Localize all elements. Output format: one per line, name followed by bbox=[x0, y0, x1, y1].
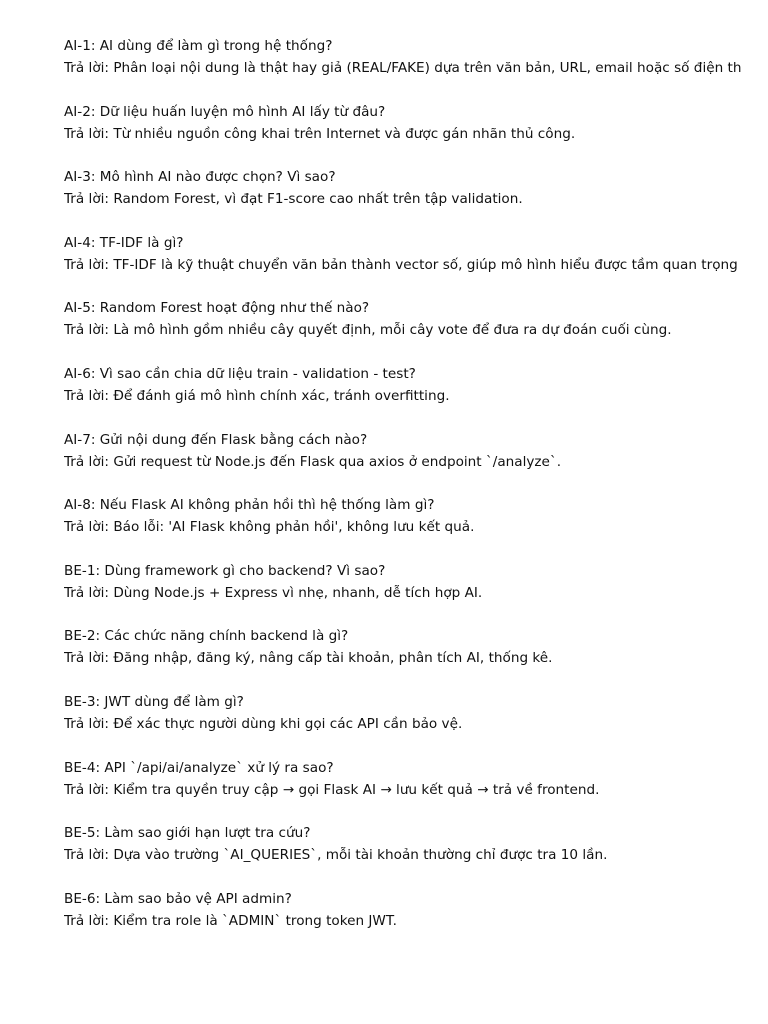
qa-item-ai-3 bbox=[64, 166, 768, 232]
qa-item-be-5 bbox=[64, 822, 768, 888]
qa-item-be-2 bbox=[64, 625, 768, 691]
question-text: AI-5: Random Forest hoạt động như thế nào? bbox=[64, 300, 370, 317]
answer-text: Trả lời: Đăng nhập, đăng ký, nâng cấp tài khoản, phân tích AI, thống kê. bbox=[64, 650, 553, 667]
answer-text: Trả lời: Gửi request từ Node.js đến Flask qua axios ở endpoint `/analyze`. bbox=[64, 453, 562, 470]
answer-text: Trả lời: Kiểm tra quyền truy cập → gọi Flask AI → lưu kết quả → trả về frontend. bbox=[64, 781, 600, 798]
question-text: AI-2: Dữ liệu huấn luyện mô hình AI lấy từ đâu? bbox=[64, 103, 386, 120]
qa-item-ai-6 bbox=[64, 363, 768, 429]
question-text: BE-6: Làm sao bảo vệ API admin? bbox=[64, 890, 292, 907]
answer-text: Trả lời: Random Forest, vì đạt F1-score cao nhất trên tập validation. bbox=[64, 191, 523, 208]
question-text: BE-5: Làm sao giới hạn lượt tra cứu? bbox=[64, 825, 311, 842]
qa-item-ai-4 bbox=[64, 232, 768, 298]
answer-text: Trả lời: Dùng Node.js + Express vì nhẹ, nhanh, dễ tích hợp AI. bbox=[64, 584, 483, 601]
question-text: AI-1: AI dùng để làm gì trong hệ thống? bbox=[64, 38, 333, 54]
answer-text: Trả lời: Để đánh giá mô hình chính xác, tránh overfitting. bbox=[64, 387, 450, 404]
question-text: AI-4: TF-IDF là gì? bbox=[64, 234, 184, 251]
qa-item-be-3 bbox=[64, 691, 768, 757]
qa-list bbox=[64, 35, 768, 953]
question-text: BE-4: API `/api/ai/analyze` xử lý ra sao? bbox=[64, 759, 334, 776]
question-text: AI-3: Mô hình AI nào được chọn? Vì sao? bbox=[64, 169, 336, 186]
question-text: AI-7: Gửi nội dung đến Flask bằng cách nào? bbox=[64, 431, 368, 448]
answer-text: Trả lời: Để xác thực người dùng khi gọi các API cần bảo vệ. bbox=[64, 715, 463, 732]
question-text: BE-2: Các chức năng chính backend là gì? bbox=[64, 628, 349, 645]
answer-text: Trả lời: Dựa vào trường `AI_QUERIES`, mỗi tài khoản thường chỉ được tra 10 lần. bbox=[64, 847, 608, 864]
answer-text: Trả lời: Từ nhiều nguồn công khai trên Internet và được gán nhãn thủ công. bbox=[64, 125, 576, 142]
question-text: AI-6: Vì sao cần chia dữ liệu train - validation - test? bbox=[64, 365, 416, 382]
qa-item-ai-1 bbox=[64, 35, 768, 101]
qa-item-be-6 bbox=[64, 888, 768, 954]
qa-item-be-1 bbox=[64, 560, 768, 626]
answer-text: Trả lời: TF-IDF là kỹ thuật chuyển văn bản thành vector số, giúp mô hình hiểu được tầm quan trọng bbox=[64, 256, 738, 273]
answer-text: Trả lời: Là mô hình gồm nhiều cây quyết định, mỗi cây vote để đưa ra dự đoán cuối cùng. bbox=[64, 322, 672, 339]
qa-item-ai-5 bbox=[64, 297, 768, 363]
question-text: BE-1: Dùng framework gì cho backend? Vì sao? bbox=[64, 562, 386, 579]
qa-item-ai-2 bbox=[64, 101, 768, 167]
qa-item-ai-8 bbox=[64, 494, 768, 560]
answer-text: Trả lời: Báo lỗi: 'AI Flask không phản hồi', không lưu kết quả. bbox=[64, 519, 475, 536]
answer-text: Trả lời: Kiểm tra role là `ADMIN` trong token JWT. bbox=[64, 912, 397, 929]
qa-item-be-4 bbox=[64, 757, 768, 823]
answer-text: Trả lời: Phân loại nội dung là thật hay giả (REAL/FAKE) dựa trên văn bản, URL, email hoặc số điện th bbox=[64, 60, 742, 76]
qa-item-ai-7 bbox=[64, 429, 768, 495]
question-text: BE-3: JWT dùng để làm gì? bbox=[64, 693, 244, 710]
question-text: AI-8: Nếu Flask AI không phản hồi thì hệ thống làm gì? bbox=[64, 497, 435, 514]
